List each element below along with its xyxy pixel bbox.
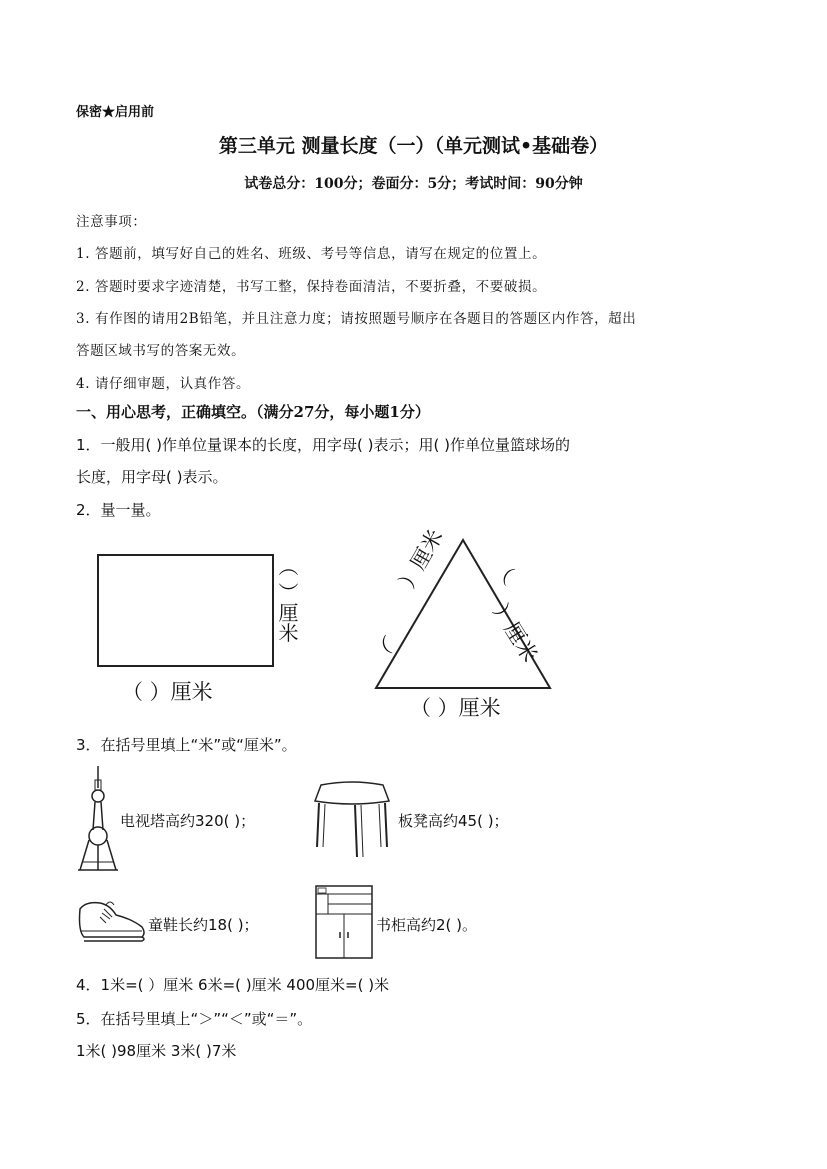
note-item: 3. 有作图的请用2B铅笔，并且注意力度；请按照题号顺序在各题目的答题区内作答，超出 <box>76 311 637 327</box>
question-1-line-2: 长度，用字母( )表示。 <box>76 468 228 486</box>
rectangle-figure <box>96 553 276 669</box>
rect-bottom-label: （ ）厘米 <box>122 680 213 704</box>
stool-text: 板凳高约45( )； <box>398 812 509 830</box>
triangle-left-label: ）厘米 <box>395 525 448 592</box>
rect-right-label: （ ）厘米 <box>275 556 299 643</box>
shoe-icon <box>76 897 148 945</box>
stool-icon <box>311 779 393 859</box>
triangle-right-paren: （ <box>486 558 518 590</box>
bookcase-icon <box>314 884 374 960</box>
triangle-left-paren: （ <box>366 633 395 663</box>
triangle-bottom-label: （ ）厘米 <box>410 696 501 720</box>
triangle-right-label: ）厘米 <box>488 600 542 667</box>
exam-info: 试卷总分：100分；卷面分：5分；考试时间：90分钟 <box>244 176 583 192</box>
section-heading: 一、用心思考，正确填空。（满分27分，每小题1分） <box>76 403 430 421</box>
note-item: 2. 答题时要求字迹清楚，书写工整，保持卷面清洁，不要折叠，不要破损。 <box>76 279 547 295</box>
shoe-text: 童鞋长约18( )； <box>148 916 259 934</box>
bookcase-text: 书柜高约2( )。 <box>376 916 478 934</box>
tv-tower-icon <box>76 766 120 872</box>
note-item: 4. 请仔细审题，认真作答。 <box>76 376 251 392</box>
tv-tower-text: 电视塔高约320( )； <box>120 812 256 830</box>
page-title: 第三单元 测量长度（一）（单元测试•基础卷） <box>218 135 609 157</box>
question-2: 2．量一量。 <box>76 501 161 519</box>
triangle-figure <box>372 536 554 692</box>
confidential-mark: 保密★启用前 <box>76 105 155 120</box>
question-3: 3．在括号里填上“米”或“厘米”。 <box>76 736 297 754</box>
notes-heading: 注意事项： <box>76 214 147 230</box>
note-item: 答题区域书写的答案无效。 <box>76 343 246 359</box>
note-item: 1. 答题前，填写好自己的姓名、班级、考号等信息，请写在规定的位置上。 <box>76 246 547 262</box>
question-5: 5．在括号里填上“＞”“＜”或“＝”。 <box>76 1010 313 1028</box>
question-5-items: 1米( )98厘米 3米( )7米 <box>76 1042 237 1060</box>
question-1-line-1: 1．一般用( )作单位量课本的长度，用字母( )表示；用( )作单位量篮球场的 <box>76 436 570 454</box>
question-4: 4．1米=( ）厘米 6米=( )厘米 400厘米=( )米 <box>76 976 390 994</box>
